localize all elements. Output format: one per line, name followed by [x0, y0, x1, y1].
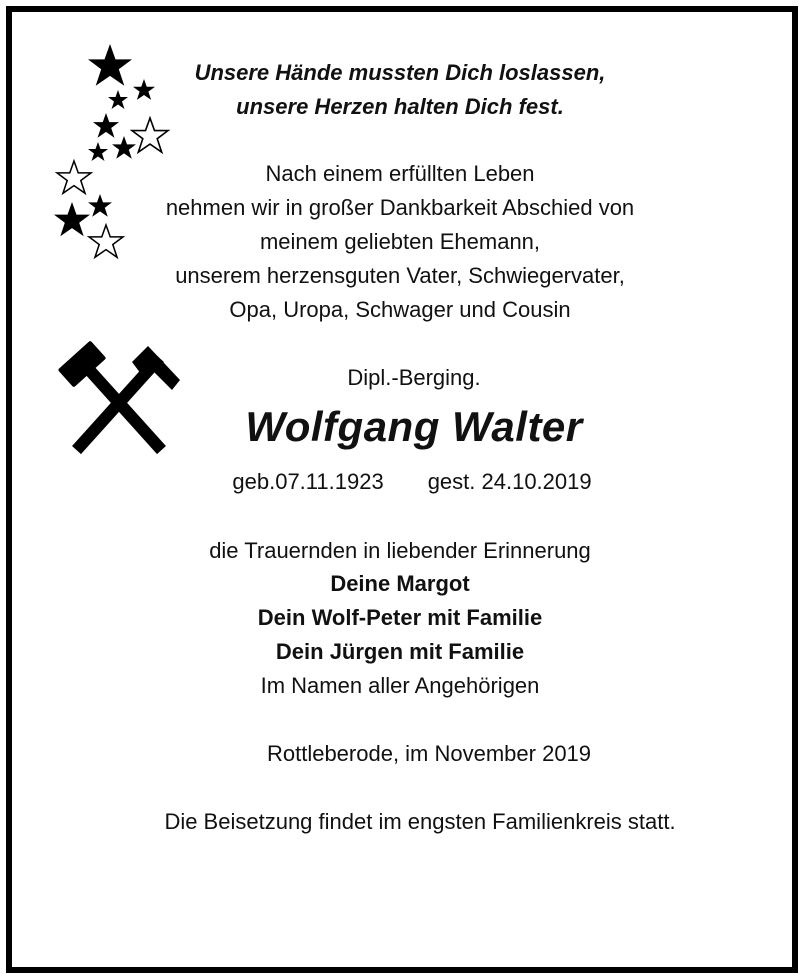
motto-line-2: unsere Herzen halten Dich fest.: [236, 94, 564, 119]
mourners-intro: die Trauernden in liebender Erinnerung: [209, 538, 591, 563]
mourner-name: Dein Jürgen mit Familie: [275, 639, 525, 664]
intro-line: nehmen wir in großer Dankbarkeit Abschied von: [165, 195, 635, 220]
intro-line: Nach einem erfüllten Leben: [265, 161, 535, 186]
intro-line: unserem herzensguten Vater, Schwiegervater,: [175, 263, 625, 288]
deceased-name: Wolfgang Walter: [245, 403, 583, 450]
death-date: gest. 24.10.2019: [427, 469, 592, 494]
deceased-title: Dipl.-Berging.: [347, 365, 481, 390]
birth-date: geb.07.11.1923: [232, 469, 384, 494]
life-dates: [12, 468, 800, 496]
mourner-name: Dein Wolf-Peter mit Familie: [257, 605, 543, 630]
motto-line-1: Unsere Hände mussten Dich loslassen,: [194, 60, 606, 85]
place-date: Rottleberode, im November 2019: [266, 741, 592, 766]
mourners-closing: Im Namen aller Angehörigen: [260, 673, 540, 698]
mourner-name: Deine Margot: [330, 571, 470, 596]
intro-line: meinem geliebten Ehemann,: [259, 229, 541, 254]
intro-line: Opa, Uropa, Schwager und Cousin: [229, 297, 571, 322]
burial-note: Die Beisetzung findet im engsten Familienkreis statt.: [164, 809, 676, 834]
